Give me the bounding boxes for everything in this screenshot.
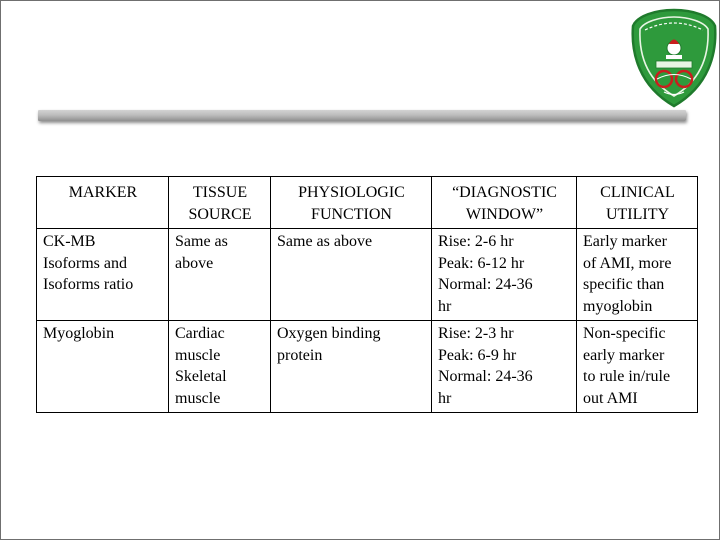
header-diagnostic-window: “DIAGNOSTIC WINDOW”	[432, 177, 577, 229]
cell-physiologic-function: Same as above	[271, 229, 432, 321]
header-tissue-source: TISSUE SOURCE	[169, 177, 271, 229]
cell-tissue-source: Cardiac muscle Skeletal muscle	[169, 321, 271, 413]
cell-tissue-source: Same as above	[169, 229, 271, 321]
header-clinical-utility: CLINICAL UTILITY	[577, 177, 698, 229]
cell-marker: Myoglobin	[37, 321, 169, 413]
cardiac-markers-table	[36, 176, 698, 413]
cell-diagnostic-window: Rise: 2-6 hr Peak: 6-12 hr Normal: 24-36 hr	[432, 229, 577, 321]
university-seal-icon	[631, 8, 717, 108]
cell-clinical-utility: Non-specific early marker to rule in/rule out AMI	[577, 321, 698, 413]
cell-diagnostic-window: Rise: 2-3 hr Peak: 6-9 hr Normal: 24-36 hr	[432, 321, 577, 413]
cell-marker: CK-MB Isoforms and Isoforms ratio	[37, 229, 169, 321]
table-header-row	[37, 177, 698, 229]
table-row	[37, 229, 698, 321]
table-row	[37, 321, 698, 413]
header-physiologic-function: PHYSIOLOGIC FUNCTION	[271, 177, 432, 229]
cell-physiologic-function: Oxygen binding protein	[271, 321, 432, 413]
header-rule	[38, 110, 686, 121]
header-marker: MARKER	[37, 177, 169, 229]
cell-clinical-utility: Early marker of AMI, more specific than myoglobin	[577, 229, 698, 321]
